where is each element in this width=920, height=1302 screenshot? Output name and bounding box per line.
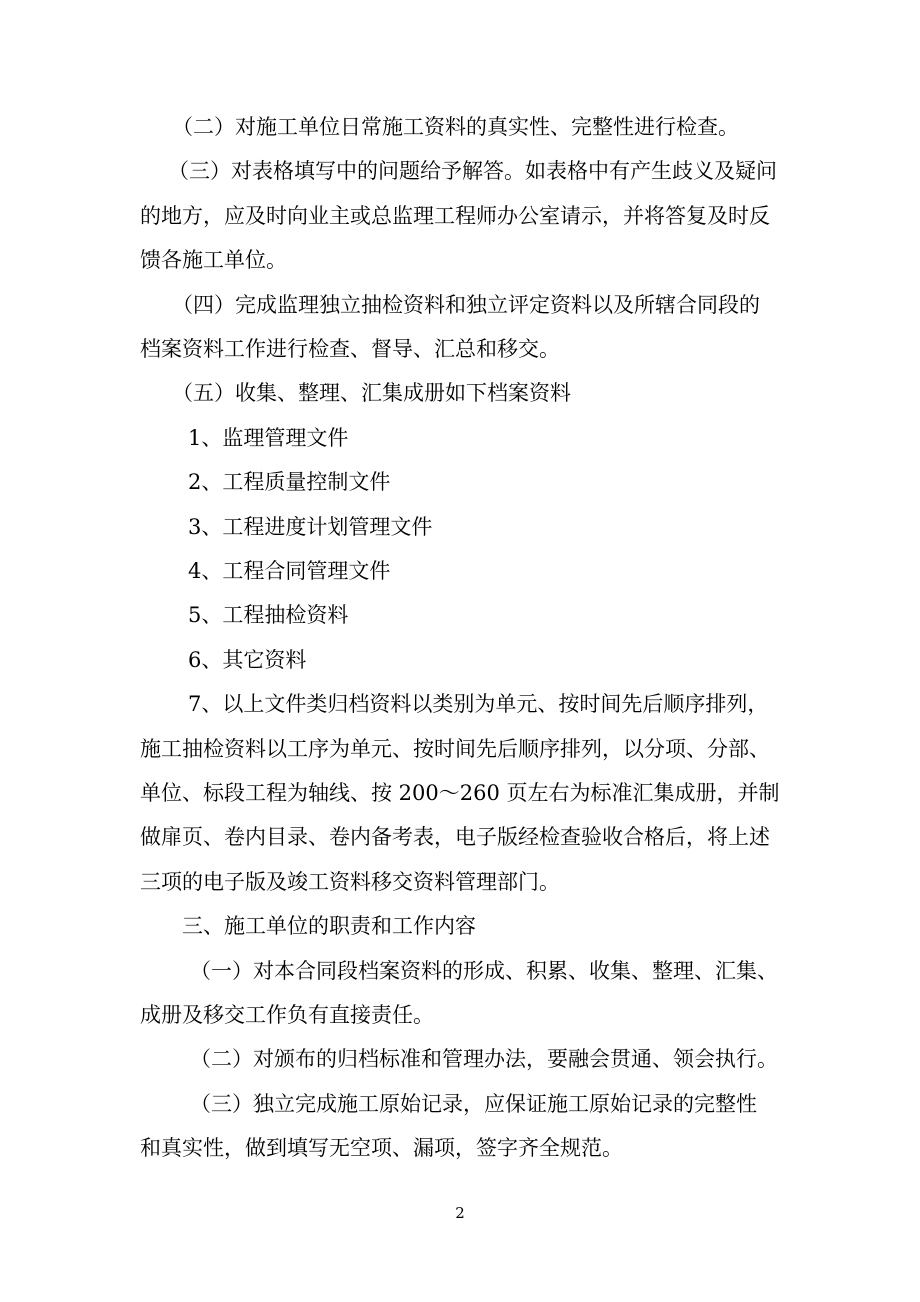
- paragraph-line: 做扉页、卷内目录、卷内备考表，电子版经检查验收合格后，将上述: [140, 825, 770, 849]
- list-item: 2、工程质量控制文件: [188, 470, 391, 494]
- paragraph-line: （二）对施工单位日常施工资料的真实性、完整性进行检查。: [172, 115, 739, 139]
- paragraph-line: （五）收集、整理、汇集成册如下档案资料: [172, 381, 571, 405]
- paragraph-line: 档案资料工作进行检查、督导、汇总和移交。: [140, 337, 560, 361]
- paragraph-line: （二）对颁布的归档标准和管理办法，要融会贯通、领会执行。: [190, 1047, 778, 1071]
- paragraph-line: （三）独立完成施工原始记录，应保证施工原始记录的完整性: [190, 1092, 757, 1116]
- list-item: 6、其它资料: [188, 648, 307, 672]
- paragraph-line: 三项的电子版及竣工资料移交资料管理部门。: [140, 870, 560, 894]
- paragraph-line: 的地方，应及时向业主或总监理工程师办公室请示，并将答复及时反: [140, 204, 770, 228]
- paragraph-line: 和真实性，做到填写无空项、漏项，签字齐全规范。: [140, 1136, 623, 1160]
- paragraph-line: （四）完成监理独立抽检资料和独立评定资料以及所辖合同段的: [172, 293, 760, 317]
- paragraph-line: 成册及移交工作负有直接责任。: [140, 1003, 434, 1027]
- list-item: 4、工程合同管理文件: [188, 559, 391, 583]
- list-item: 1、监理管理文件: [188, 426, 349, 450]
- paragraph-line: （三）对表格填写中的问题给予解答。如表格中有产生歧义及疑问: [168, 159, 777, 183]
- paragraph-line: 单位、标段工程为轴线、按 200～260 页左右为标准汇集成册，并制: [140, 781, 780, 805]
- list-item: 5、工程抽检资料: [188, 603, 349, 627]
- section-heading: 三、施工单位的职责和工作内容: [182, 914, 476, 938]
- list-item: 7、以上文件类归档资料以类别为单元、按时间先后顺序排列，: [188, 692, 769, 716]
- page-number: 2: [455, 1204, 465, 1222]
- list-item: 3、工程进度计划管理文件: [188, 515, 433, 539]
- paragraph-line: 施工抽检资料以工序为单元、按时间先后顺序排列，以分项、分部、: [140, 737, 770, 761]
- paragraph-line: （一）对本合同段档案资料的形成、积累、收集、整理、汇集、: [190, 959, 778, 983]
- paragraph-line: 馈各施工单位。: [140, 248, 287, 272]
